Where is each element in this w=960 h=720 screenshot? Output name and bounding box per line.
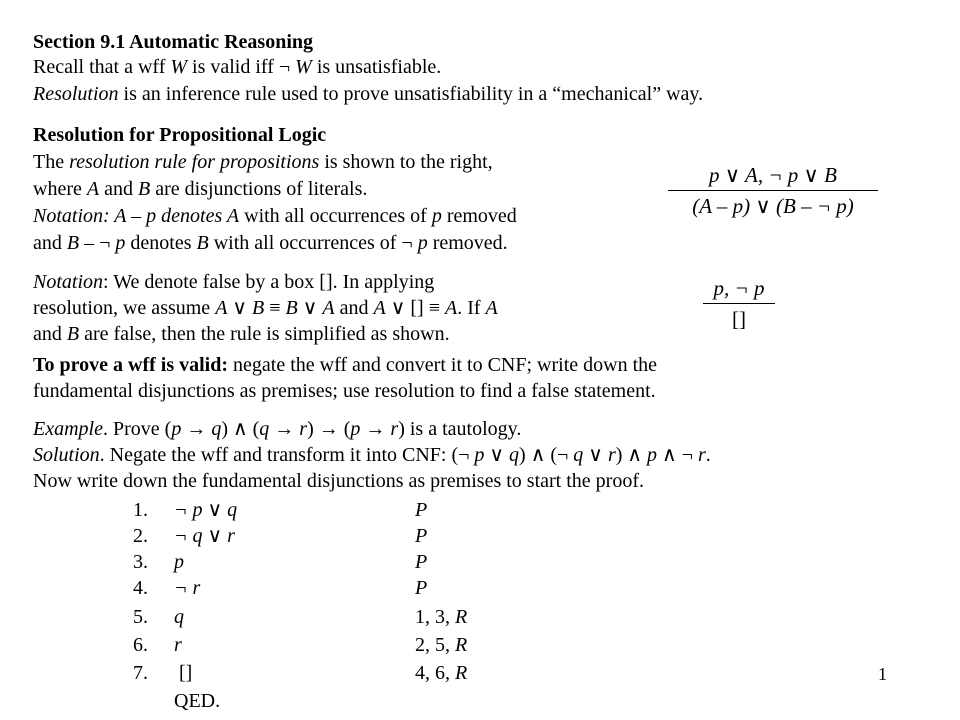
prop-line-3: Notation: A – p denotes A with all occurrences of p removed — [33, 205, 517, 227]
proof-justification: P — [415, 525, 428, 547]
prop-line-1: The resolution rule for propositions is shown to the right, — [33, 151, 493, 173]
rule-premises: p ∨ A, ¬ p ∨ B — [709, 163, 837, 187]
proof-justification: 1, 3, R — [415, 606, 468, 628]
notation-line-1: Notation: We denote false by a box []. In applying — [33, 271, 435, 293]
proof-statement: [] — [174, 662, 193, 684]
simplified-premises: p, ¬ p — [713, 276, 765, 300]
proof-step-number: 4. — [133, 577, 148, 599]
notation-line-2: resolution, we assume A ∨ B ≡ B ∨ A and A ∨ [] ≡ A. If A — [33, 297, 498, 319]
proof-statement: ¬ q ∨ r — [174, 525, 235, 547]
proof-statement: p — [174, 551, 184, 573]
prop-line-4: and B – ¬ p denotes B with all occurrences of ¬ p removed. — [33, 232, 508, 254]
proof-justification: P — [415, 499, 428, 521]
proof-statement: ¬ p ∨ q — [174, 499, 238, 521]
proof-statement: q — [174, 606, 184, 628]
rule-conclusion: (A – p) ∨ (B – ¬ p) — [692, 194, 854, 218]
now-line: Now write down the fundamental disjunctions as premises to start the proof. — [33, 470, 644, 492]
proof-justification: P — [415, 551, 428, 573]
section-heading: Section 9.1 Automatic Reasoning — [33, 31, 313, 53]
recall-line: Recall that a wff W is valid iff ¬ W is unsatisfiable. — [33, 56, 442, 78]
proof-step-number: 1. — [133, 499, 148, 521]
proof-step-number: 3. — [133, 551, 148, 573]
proof-statement: ¬ r — [174, 577, 201, 599]
page-number: 1 — [878, 664, 887, 684]
prop-heading: Resolution for Propositional Logic — [33, 124, 327, 146]
rule-bar — [668, 190, 878, 191]
proof-step-number: 7. — [133, 662, 148, 684]
proof-justification: 2, 5, R — [415, 634, 468, 656]
notation-line-3: and B are false, then the rule is simplified as shown. — [33, 323, 450, 345]
example-line: Example. Prove (p → q) ∧ (q → r) → (p → r) is a tautology. — [33, 418, 522, 440]
proof-justification: 4, 6, R — [415, 662, 468, 684]
solution-line: Solution. Negate the wff and transform it into CNF: (¬ p ∨ q) ∧ (¬ q ∨ r) ∧ p ∧ ¬ r. — [33, 444, 711, 466]
prop-line-2: where A and B are disjunctions of literals. — [33, 178, 368, 200]
resolution-definition: Resolution is an inference rule used to prove unsatisfiability in a “mechanical” way. — [33, 83, 704, 105]
simplified-rule — [703, 275, 775, 332]
proof-step-number: 5. — [133, 606, 148, 628]
proof-step-number: 2. — [133, 525, 148, 547]
proof-step-number: 6. — [133, 634, 148, 656]
simplified-bar — [703, 303, 775, 304]
proof-justification: P — [415, 577, 428, 599]
qed: QED. — [174, 690, 221, 712]
valid-line-1: To prove a wff is valid: negate the wff and convert it to CNF; write down the — [33, 354, 658, 376]
resolution-rule — [668, 162, 878, 219]
simplified-conclusion: [] — [732, 307, 746, 331]
valid-line-2: fundamental disjunctions as premises; use resolution to find a false statement. — [33, 380, 656, 402]
proof-statement: r — [174, 634, 182, 656]
